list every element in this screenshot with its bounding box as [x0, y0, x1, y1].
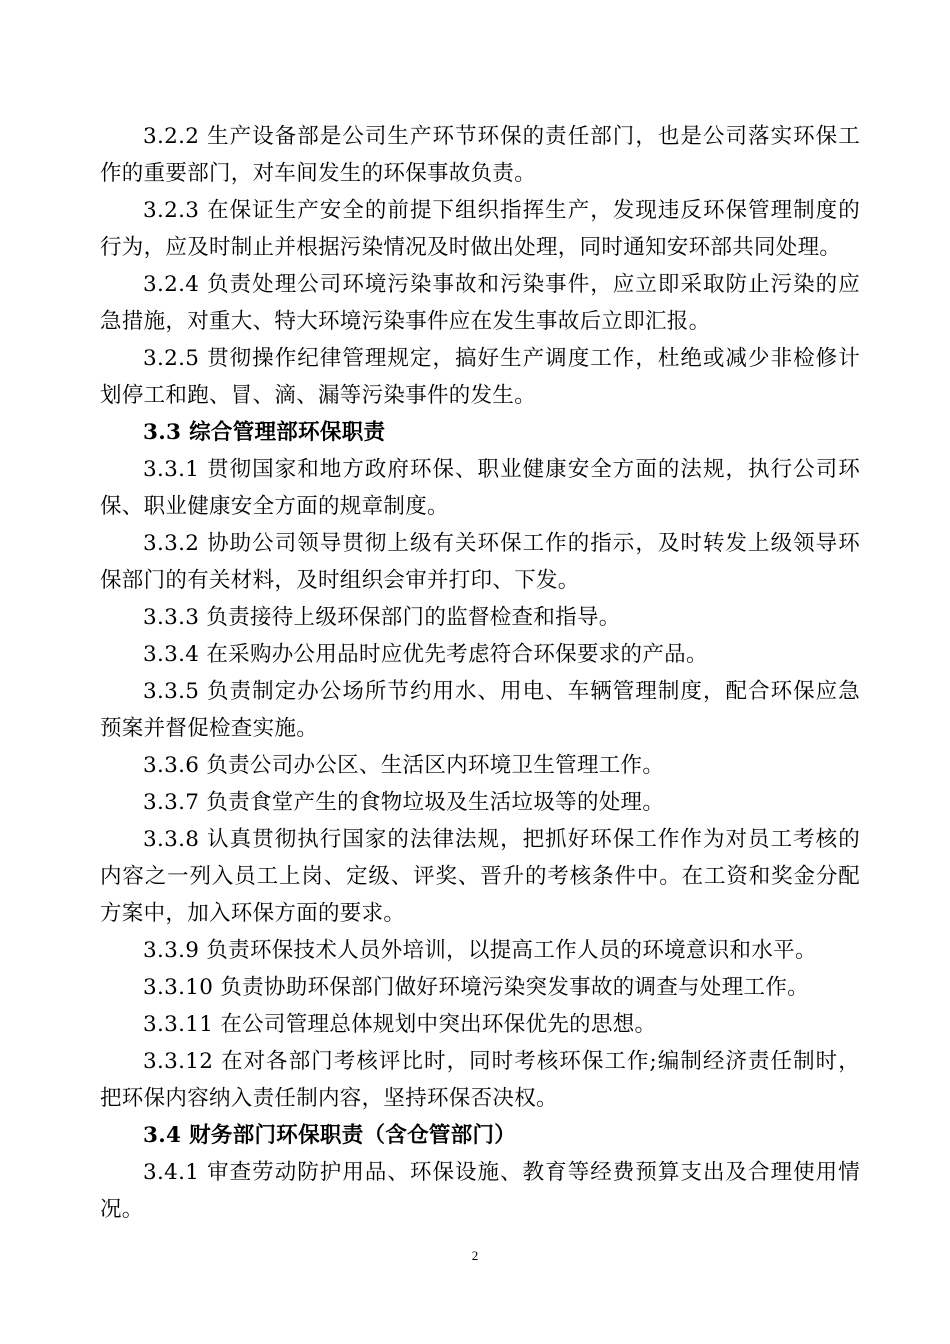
paragraph-3-3-9: 3.3.9 负责环保技术人员外培训，以提高工作人员的环境意识和水平。	[143, 938, 817, 963]
paragraph-3-3-5: 3.3.5 负责制定办公场所节约用水、用电、车辆管理制度，配合环保应急预案并督促检查实施。	[100, 679, 860, 741]
paragraph-3-3-7: 3.3.7 负责食堂产生的食物垃圾及生活垃圾等的处理。	[143, 790, 665, 815]
paragraph-3-3-3: 3.3.3 负责接待上级环保部门的监督检查和指导。	[143, 605, 621, 630]
paragraph-3-2-4: 3.2.4 负责处理公司环境污染事故和污染事件，应立即采取防止污染的应急措施，对重大、特大环境污染事件应在发生事故后立即汇报。	[100, 272, 860, 334]
paragraph-3-3-6: 3.3.6 负责公司办公区、生活区内环境卫生管理工作。	[143, 753, 665, 778]
paragraph-3-3-4: 3.3.4 在采购办公用品时应优先考虑符合环保要求的产品。	[143, 642, 708, 667]
document-body	[100, 118, 860, 1228]
paragraph-3-2-5: 3.2.5 贯彻操作纪律管理规定，搞好生产调度工作，杜绝或减少非检修计划停工和跑、冒、滴、漏等污染事件的发生。	[100, 346, 860, 408]
paragraph-3-3-1: 3.3.1 贯彻国家和地方政府环保、职业健康安全方面的法规，执行公司环保、职业健康安全方面的规章制度。	[100, 457, 860, 519]
section-heading-3-4: 3.4 财务部门环保职责（含仓管部门）	[143, 1123, 517, 1148]
paragraph-3-3-2: 3.3.2 协助公司领导贯彻上级有关环保工作的指示，及时转发上级领导环保部门的有关材料，及时组织会审并打印、下发。	[100, 531, 860, 593]
paragraph-3-4-1: 3.4.1 审查劳动防护用品、环保设施、教育等经费预算支出及合理使用情况。	[100, 1160, 860, 1222]
section-heading-3-3: 3.3 综合管理部环保职责	[143, 420, 386, 445]
paragraph-3-2-2: 3.2.2 生产设备部是公司生产环节环保的责任部门，也是公司落实环保工作的重要部门，对车间发生的环保事故负责。	[100, 124, 860, 186]
paragraph-3-2-3: 3.2.3 在保证生产安全的前提下组织指挥生产，发现违反环保管理制度的行为，应及时制止并根据污染情况及时做出处理，同时通知安环部共同处理。	[100, 198, 860, 260]
paragraph-3-3-10: 3.3.10 负责协助环保部门做好环境污染突发事故的调查与处理工作。	[143, 975, 809, 1000]
paragraph-3-3-12: 3.3.12 在对各部门考核评比时，同时考核环保工作;编制经济责任制时，把环保内容纳入责任制内容，坚持环保否决权。	[100, 1049, 860, 1111]
paragraph-3-3-11: 3.3.11 在公司管理总体规划中突出环保优先的思想。	[143, 1012, 657, 1037]
paragraph-3-3-8: 3.3.8 认真贯彻执行国家的法律法规，把抓好环保工作作为对员工考核的内容之一列入员工上岗、定级、评奖、晋升的考核条件中。在工资和奖金分配方案中，加入环保方面的要求。	[100, 827, 860, 926]
page-number: 2	[471, 1248, 479, 1263]
